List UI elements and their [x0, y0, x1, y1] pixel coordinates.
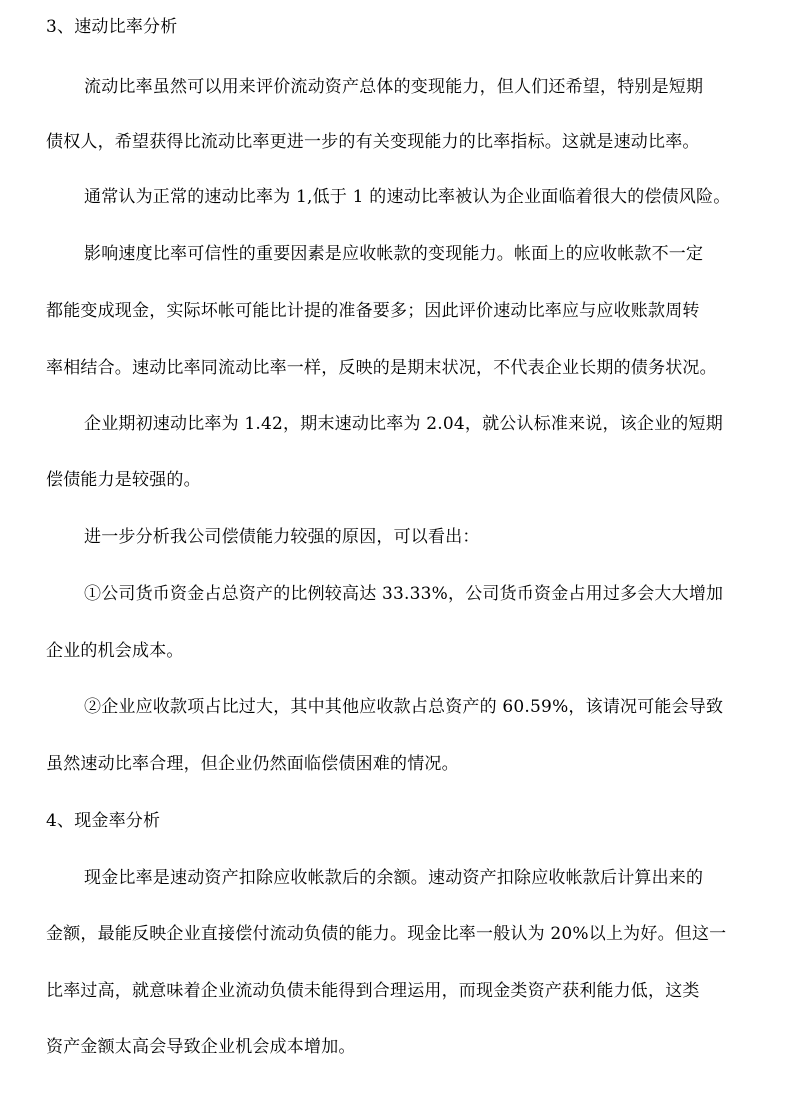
section-heading-cash-ratio: 4、现金率分析	[46, 811, 161, 831]
list-item-2-line: 虽然速动比率合理，但企业仍然面临偿债困难的情况。	[46, 754, 459, 774]
section-heading-quick-ratio: 3、速动比率分析	[46, 17, 178, 37]
paragraph-line: 企业期初速动比率为 1.42，期末速动比率为 2.04，就公认标准来说，该企业的短期	[84, 414, 723, 434]
list-item-2-line: ②企业应收款项占比过大，其中其他应收款占总资产的 60.59%，该请况可能会导致	[84, 697, 724, 717]
paragraph-line: 率相结合。速动比率同流动比率一样，反映的是期末状况，不代表企业长期的债务状况。	[46, 358, 717, 378]
paragraph-line: 偿债能力是较强的。	[46, 470, 201, 490]
list-item-1-line: ①公司货币资金占总资产的比例较高达 33.33%，公司货币资金占用过多会大大增加	[84, 584, 724, 604]
paragraph-line: 债权人，希望获得比流动比率更进一步的有关变现能力的比率指标。这就是速动比率。	[46, 132, 700, 152]
list-item-1-line: 企业的机会成本。	[46, 641, 184, 661]
paragraph-line: 现金比率是速动资产扣除应收帐款后的余额。速动资产扣除应收帐款后计算出来的	[84, 868, 704, 888]
paragraph-line: 资产金额太高会导致企业机会成本增加。	[46, 1037, 356, 1057]
paragraph-line: 流动比率虽然可以用来评价流动资产总体的变现能力，但人们还希望，特别是短期	[84, 77, 704, 97]
paragraph-line: 进一步分析我公司偿债能力较强的原因，可以看出：	[84, 527, 480, 547]
paragraph-line: 通常认为正常的速动比率为 1,低于 1 的速动比率被认为企业面临着很大的偿债风险。	[84, 187, 731, 207]
paragraph-line: 都能变成现金，实际坏帐可能比计提的准备要多；因此评价速动比率应与应收账款周转	[46, 301, 700, 321]
paragraph-line: 比率过高，就意味着企业流动负债未能得到合理运用，而现金类资产获利能力低，这类	[46, 981, 700, 1001]
paragraph-line: 金额，最能反映企业直接偿付流动负债的能力。现金比率一般认为 20%以上为好。但这一	[46, 924, 727, 944]
paragraph-line: 影响速度比率可信性的重要因素是应收帐款的变现能力。帐面上的应收帐款不一定	[84, 244, 704, 264]
